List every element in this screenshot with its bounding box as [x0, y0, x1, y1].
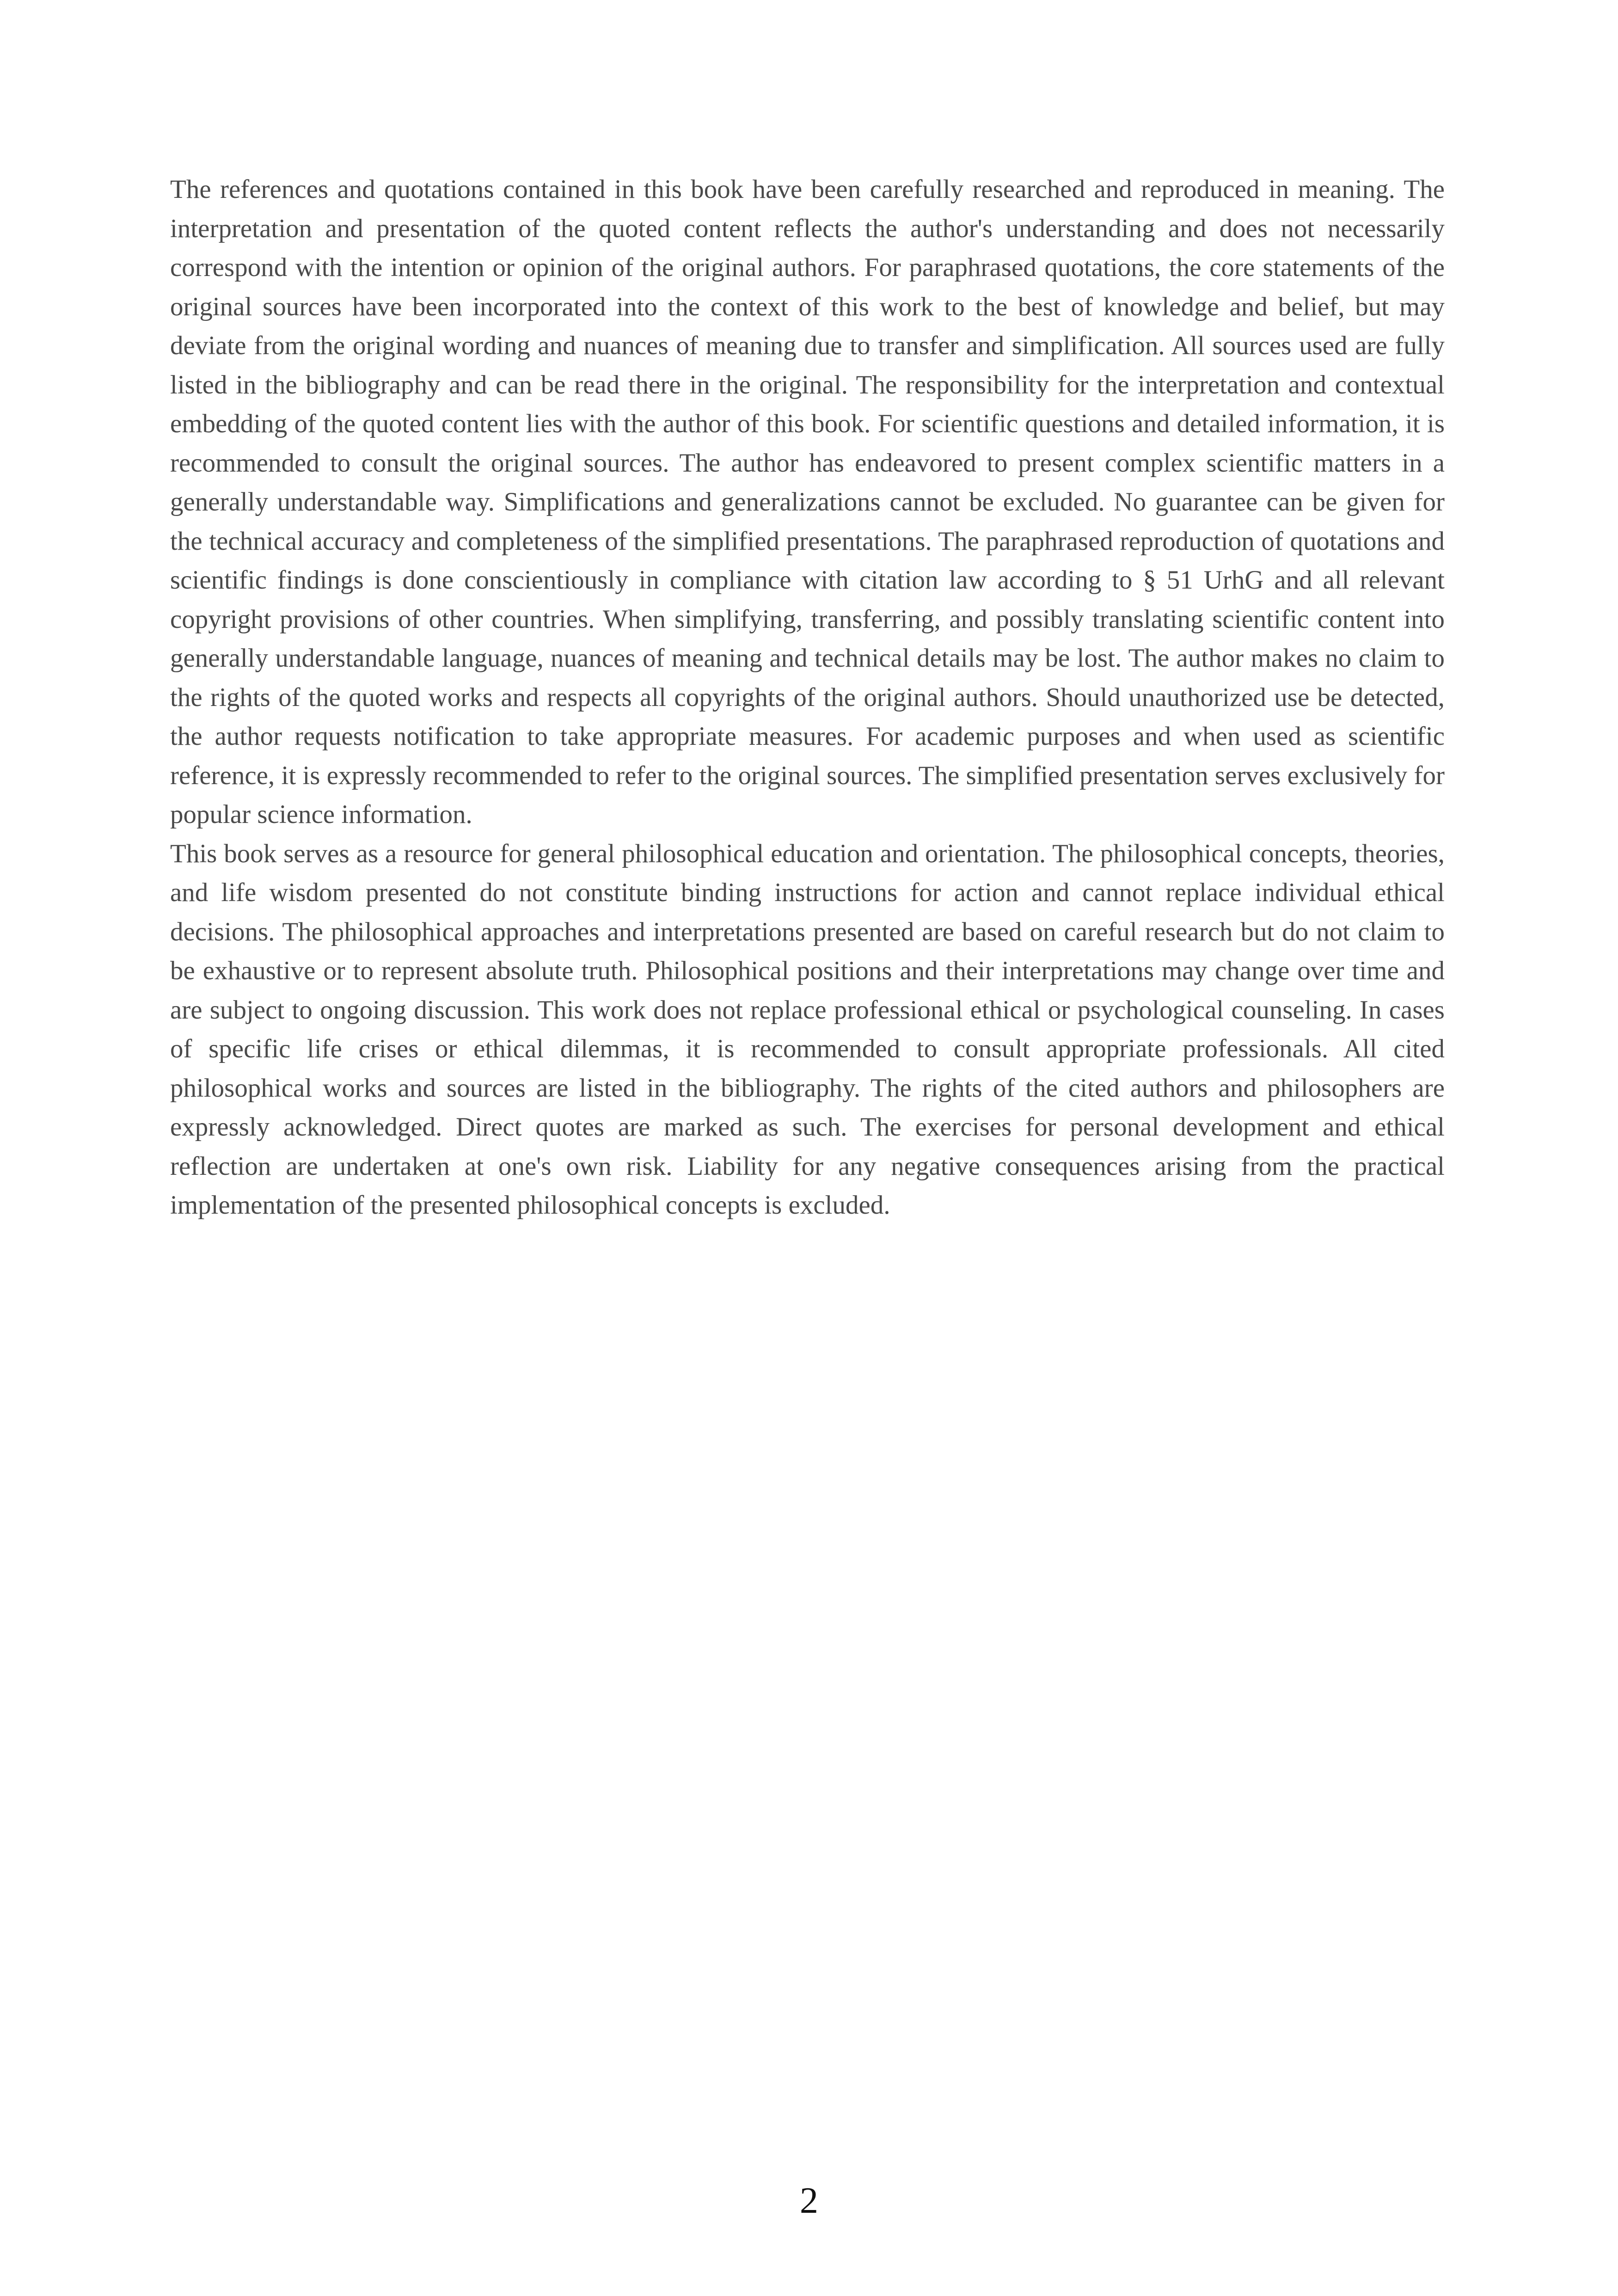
page-number: 2	[800, 2180, 818, 2221]
disclaimer-text-block	[170, 170, 1445, 1225]
paragraph-philosophy-disclaimer: This book serves as a resource for general philosophical education and orientation. The philosophical concepts, theories, and life wisdom presented do not constitute binding instructions for action and cannot replace individual ethical decisions. The philosophical approaches and interpretations presented are based on careful research but do not claim to be exhaustive or to represent absolute truth. Philosophical positions and their interpretations may change over time and are subject to ongoing discussion. This work does not replace professional ethical or psychological counseling. In cases of specific life crises or ethical dilemmas, it is recommended to consult appropriate professionals. All cited philosophical works and sources are listed in the bibliography. The rights of the cited authors and philosophers are expressly acknowledged. Direct quotes are marked as such. The exercises for personal development and ethical reflection are undertaken at one's own risk. Liability for any negative consequences arising from the practical implementation of the presented philosophical concepts is excluded.	[170, 839, 1445, 1220]
paragraph-sources-disclaimer: The references and quotations contained in this book have been carefully researched and reproduced in meaning. The interpretation and presentation of the quoted content reflects the author's understanding and does not necessarily correspond with the intention or opinion of the original authors. For paraphrased quotations, the core statements of the original sources have been incorporated into the context of this work to the best of knowledge and belief, but may deviate from the original wording and nuances of meaning due to transfer and simplification. All sources used are fully listed in the bibliography and can be read there in the original. The responsibility for the interpretation and contextual embedding of the quoted content lies with the author of this book. For scientific questions and detailed information, it is recommended to consult the original sources. The author has endeavored to present complex scientific matters in a generally understandable way. Simplifications and generalizations cannot be excluded. No guarantee can be given for the technical accuracy and completeness of the simplified presentations. The paraphrased reproduction of quotations and scientific findings is done conscientiously in compliance with citation law according to § 51 UrhG and all relevant copyright provisions of other countries. When simplifying, transferring, and possibly translating scientific content into generally understandable language, nuances of meaning and technical details may be lost. The author makes no claim to the rights of the quoted works and respects all copyrights of the original authors. Should unauthorized use be detected, the author requests notification to take appropriate measures. For academic purposes and when used as scientific reference, it is expressly recommended to refer to the original sources. The simplified presentation serves exclusively for popular science information.	[170, 175, 1445, 829]
